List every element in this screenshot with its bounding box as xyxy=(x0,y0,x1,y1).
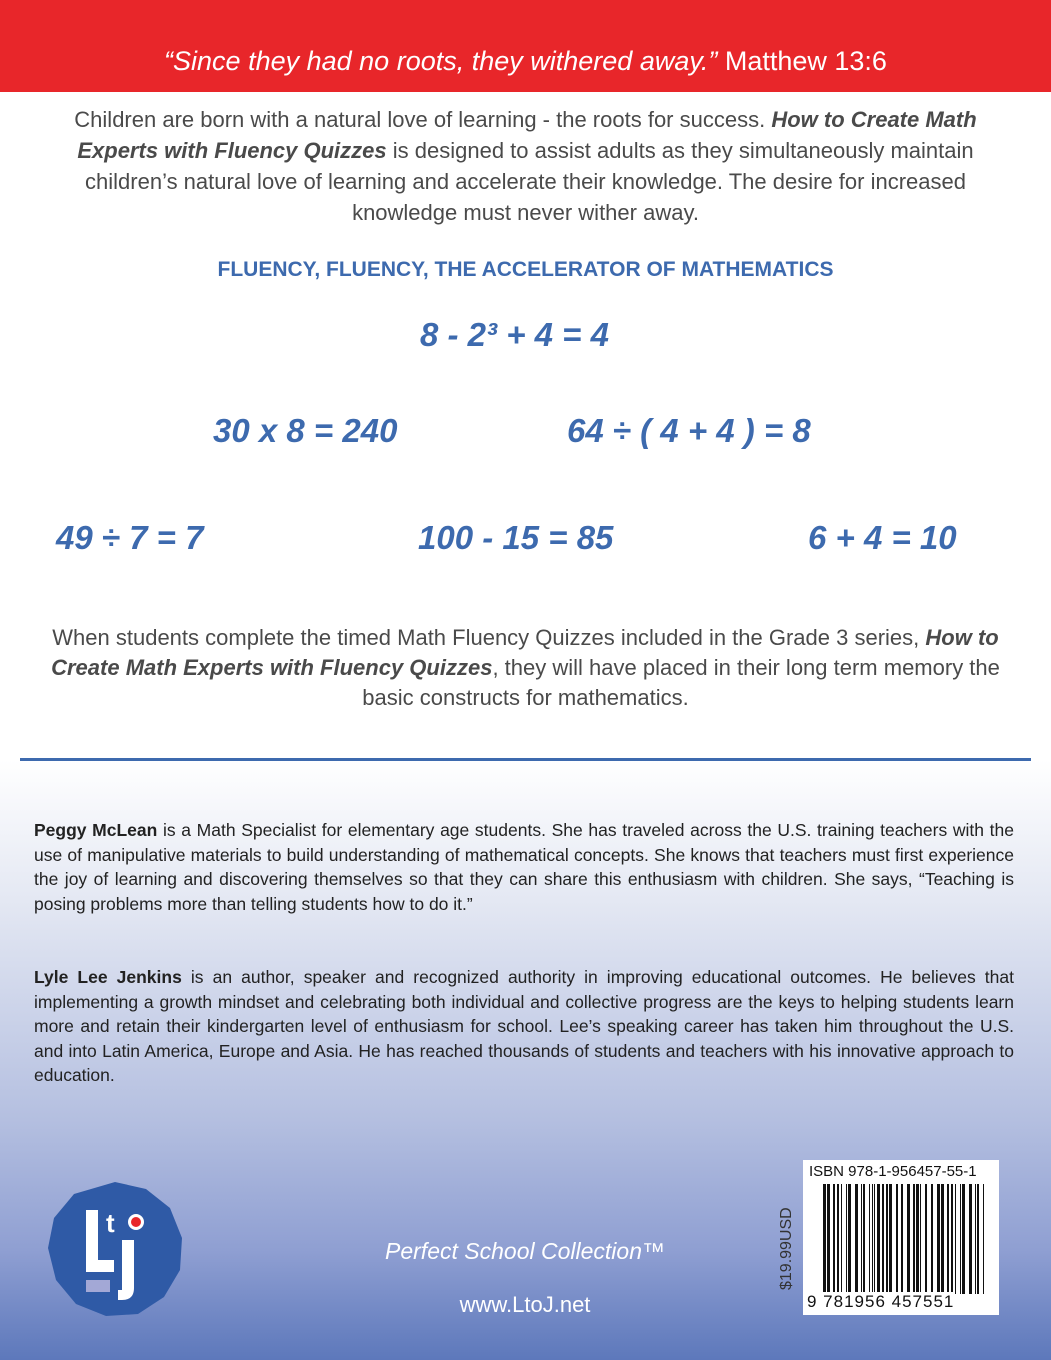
author-bio xyxy=(34,818,1014,916)
bio-text: is an author, speaker and recognized authority in improving educational outcomes. He believes that implementing a growth mindset and celebrating both individual and collective progress are the keys to helping students learn more and retain their kindergarten level of enthusiasm for school. Lee’s speaking career has taken him throughout the U.S. and into Latin America, Europe and Asia. He has reached thousands of students and teachers with his innovative approach to education. xyxy=(34,967,1014,1085)
divider xyxy=(20,758,1031,761)
equation: 8 - 2³ + 4 = 4 xyxy=(420,316,609,353)
isbn-number: ISBN 978-1-956457-55-1 xyxy=(809,1163,977,1180)
isbn-barcode xyxy=(803,1160,999,1315)
book-title: How to Create Math Experts with Fluency Quizzes xyxy=(77,107,977,163)
ltoj-logo xyxy=(46,1180,184,1318)
barcode-digits: 9 781956 457551 xyxy=(807,1292,955,1311)
equation: 6 + 4 = 10 xyxy=(808,519,957,556)
equation: 30 x 8 = 240 xyxy=(213,412,398,449)
website-link[interactable]: www.LtoJ.net xyxy=(459,1292,591,1317)
intro-paragraph xyxy=(40,104,1011,228)
author-name: Peggy McLean xyxy=(34,820,158,840)
bio-text: is a Math Specialist for elementary age students. She has traveled across the U.S. training teachers with the use of manipulative materials to build understanding of mathematical concepts. She knows that teachers must first experience the joy of learning and discovering themselves so that they can share this enthusiasm with children. She says, “Teaching is posing problems more than telling students how to do it.” xyxy=(34,820,1014,914)
svg-text:t: t xyxy=(106,1208,115,1238)
banner-quote xyxy=(0,46,1051,77)
quote-citation: Matthew 13:6 xyxy=(724,46,887,76)
equation: 100 - 15 = 85 xyxy=(418,519,614,556)
quote-text: “Since they had no roots, they withered away.” xyxy=(164,46,718,76)
author-name: Lyle Lee Jenkins xyxy=(34,967,182,987)
barcode-bars xyxy=(813,1184,991,1294)
collection-name: Perfect School Collection™ xyxy=(385,1238,665,1264)
author-bio xyxy=(34,965,1014,1088)
outro-text: When students complete the timed Math Fluency Quizzes included in the Grade 3 series, xyxy=(52,625,926,650)
outro-paragraph xyxy=(30,623,1021,713)
section-heading: FLUENCY, FLUENCY, THE ACCELERATOR OF MATHEMATICS xyxy=(217,258,834,281)
outro-text: , they will have placed in their long term memory the basic constructs for mathematics. xyxy=(362,655,1000,710)
price: $19.99USD xyxy=(778,1207,795,1290)
book-title: How to Create Math Experts with Fluency Quizzes xyxy=(51,625,999,680)
intro-text: Children are born with a natural love of learning - the roots for success. xyxy=(74,107,772,132)
equation: 64 ÷ ( 4 + 4 ) = 8 xyxy=(567,412,811,449)
intro-text: is designed to assist adults as they simultaneously maintain children’s natural love of learning and accelerate their knowledge. The desire for increased knowledge must never wither away. xyxy=(85,138,974,225)
equation: 49 ÷ 7 = 7 xyxy=(56,519,204,556)
